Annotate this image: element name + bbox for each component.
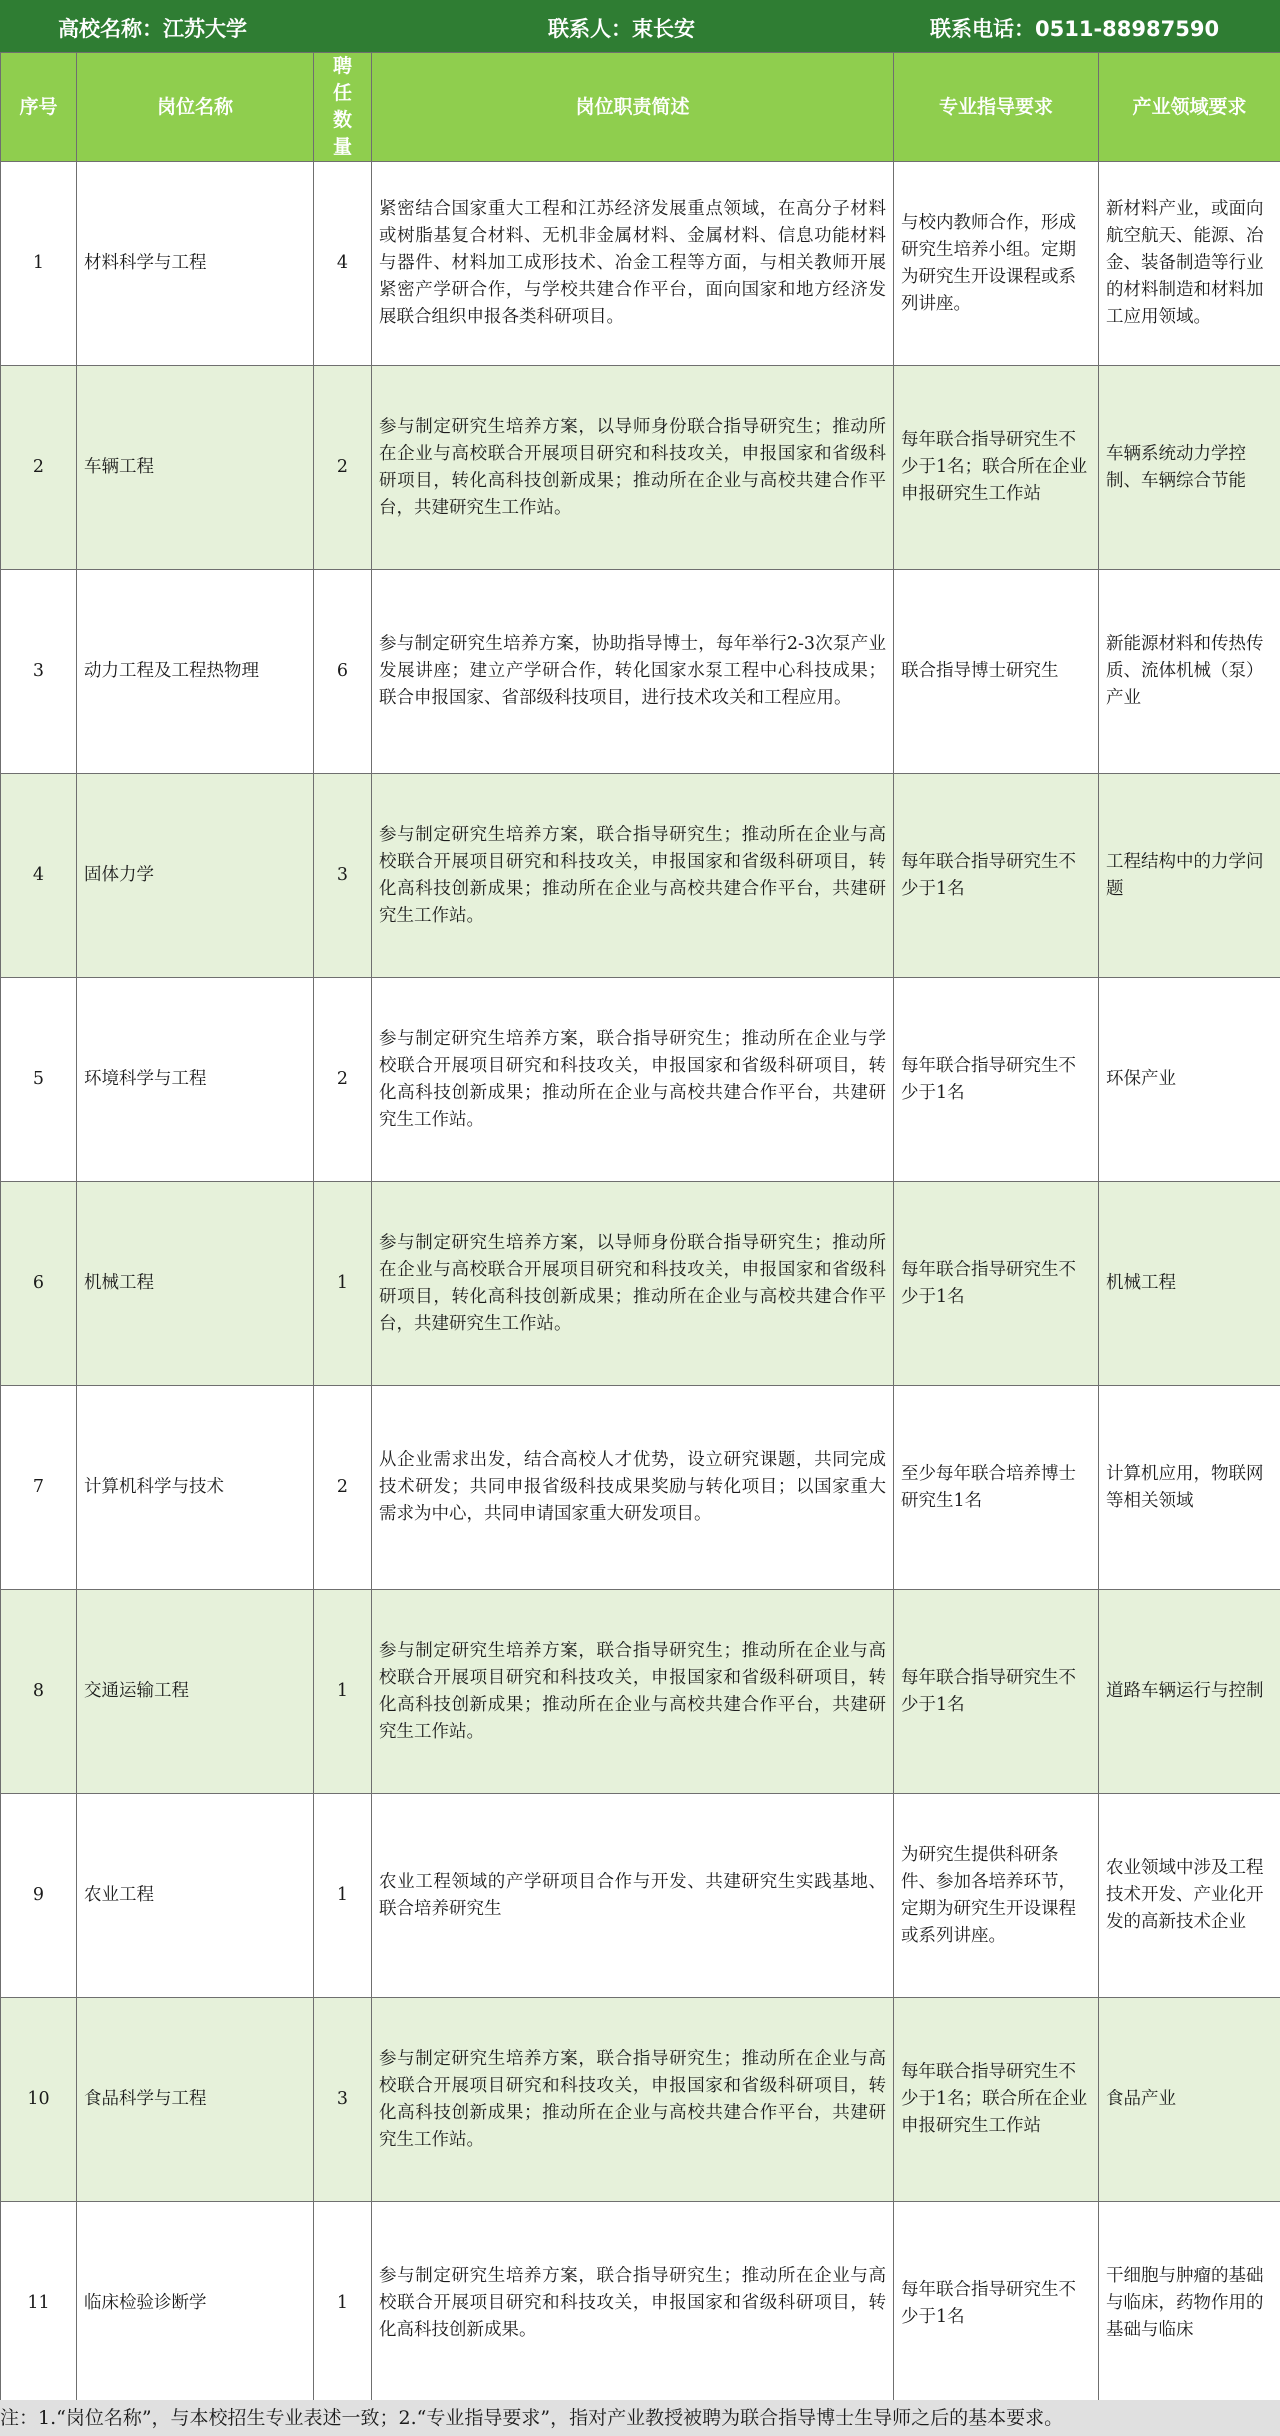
cell-duty: 参与制定研究生培养方案，联合指导研究生；推动所在企业与高校联合开展项目研究和科技攻关，申报国家和省级科研项目，转化高科技创新成果。 [372,2202,894,2406]
cell-duty: 参与制定研究生培养方案，以导师身份联合指导研究生；推动所在企业与高校联合开展项目研究和科技攻关，申报国家和省级科研项目，转化高科技创新成果；推动所在企业与高校共建合作平台，共建研究生工作站。 [372,366,894,570]
cell-position-name: 材料科学与工程 [77,162,314,366]
column-header-duty: 岗位职责简述 [372,53,894,162]
cell-industry: 新能源材料和传热传质、流体机械（泵）产业 [1099,570,1280,774]
cell-position-name: 动力工程及工程热物理 [77,570,314,774]
footnote: 注：1.“岗位名称”，与本校招生专业表述一致；2.“专业指导要求”，指对产业教授被聘为联合指导博士生导师之后的基本要求。 [0,2400,1280,2436]
cell-duty: 参与制定研究生培养方案，联合指导研究生；推动所在企业与高校联合开展项目研究和科技攻关，申报国家和省级科研项目，转化高科技创新成果；推动所在企业与高校共建合作平台，共建研究生工作站。 [372,774,894,978]
cell-position-name: 农业工程 [77,1794,314,1998]
cell-duty: 参与制定研究生培养方案，联合指导研究生；推动所在企业与学校联合开展项目研究和科技攻关，申报国家和省级科研项目，转化高科技创新成果；推动所在企业与高校共建合作平台，共建研究生工作站。 [372,978,894,1182]
column-header-no: 序号 [1,53,77,162]
cell-no: 1 [1,162,77,366]
cell-duty: 农业工程领域的产学研项目合作与开发、共建研究生实践基地、联合培养研究生 [372,1794,894,1998]
cell-duty: 从企业需求出发，结合高校人才优势，设立研究课题，共同完成技术研发；共同申报省级科技成果奖励与转化项目；以国家重大需求为中心，共同申请国家重大研发项目。 [372,1386,894,1590]
cell-position-name: 交通运输工程 [77,1590,314,1794]
cell-no: 5 [1,978,77,1182]
cell-industry: 车辆系统动力学控制、车辆综合节能 [1099,366,1280,570]
cell-guide: 每年联合指导研究生不少于1名 [894,2202,1099,2406]
cell-count: 1 [314,1590,372,1794]
cell-no: 11 [1,2202,77,2406]
cell-industry: 道路车辆运行与控制 [1099,1590,1280,1794]
cell-count: 2 [314,1386,372,1590]
cell-guide: 联合指导博士研究生 [894,570,1099,774]
cell-count: 4 [314,162,372,366]
column-header-industry: 产业领域要求 [1099,53,1280,162]
table-row [1,1590,1280,1794]
cell-guide: 每年联合指导研究生不少于1名；联合所在企业申报研究生工作站 [894,1998,1099,2202]
cell-position-name: 固体力学 [77,774,314,978]
cell-guide: 每年联合指导研究生不少于1名 [894,1182,1099,1386]
cell-industry: 新材料产业，或面向航空航天、能源、冶金、装备制造等行业的材料制造和材料加工应用领域。 [1099,162,1280,366]
cell-duty: 参与制定研究生培养方案，联合指导研究生；推动所在企业与高校联合开展项目研究和科技攻关，申报国家和省级科研项目，转化高科技创新成果；推动所在企业与高校共建合作平台，共建研究生工作站。 [372,1998,894,2202]
cell-count: 2 [314,978,372,1182]
cell-no: 2 [1,366,77,570]
cell-duty: 紧密结合国家重大工程和江苏经济发展重点领域，在高分子材料或树脂基复合材料、无机非金属材料、金属材料、信息功能材料与器件、材料加工成形技术、冶金工程等方面，与相关教师开展紧密产学研合作，与学校共建合作平台，面向国家和地方经济发展联合组织申报各类科研项目。 [372,162,894,366]
cell-industry: 机械工程 [1099,1182,1280,1386]
contact-person: 联系人：束长安 [548,17,695,41]
cell-industry: 农业领域中涉及工程技术开发、产业化开发的高新技术企业 [1099,1794,1280,1998]
cell-position-name: 食品科学与工程 [77,1998,314,2202]
cell-industry: 食品产业 [1099,1998,1280,2202]
cell-guide: 每年联合指导研究生不少于1名 [894,1590,1099,1794]
column-header-guide: 专业指导要求 [894,53,1099,162]
cell-count: 1 [314,2202,372,2406]
cell-duty: 参与制定研究生培养方案，以导师身份联合指导研究生；推动所在企业与高校联合开展项目研究和科技攻关，申报国家和省级科研项目，转化高科技创新成果；推动所在企业与高校共建合作平台，共建研究生工作站。 [372,1182,894,1386]
contact-phone: 联系电话：0511-88987590 [930,17,1220,41]
table-row [1,1182,1280,1386]
table-row [1,1998,1280,2202]
cell-no: 8 [1,1590,77,1794]
cell-no: 7 [1,1386,77,1590]
cell-no: 10 [1,1998,77,2202]
cell-guide: 每年联合指导研究生不少于1名 [894,978,1099,1182]
cell-count: 2 [314,366,372,570]
table-row [1,366,1280,570]
cell-duty: 参与制定研究生培养方案，协助指导博士，每年举行2-3次泵产业发展讲座；建立产学研合作，转化国家水泵工程中心科技成果；联合申报国家、省部级科技项目，进行技术攻关和工程应用。 [372,570,894,774]
table-row [1,1386,1280,1590]
column-header-position: 岗位名称 [77,53,314,162]
cell-position-name: 车辆工程 [77,366,314,570]
cell-position-name: 机械工程 [77,1182,314,1386]
table-row [1,2202,1280,2406]
cell-guide: 为研究生提供科研条件、参加各培养环节，定期为研究生开设课程或系列讲座。 [894,1794,1099,1998]
cell-industry: 工程结构中的力学问题 [1099,774,1280,978]
positions-table [0,52,1280,2406]
cell-position-name: 环境科学与工程 [77,978,314,1182]
table-row [1,570,1280,774]
cell-guide: 每年联合指导研究生不少于1名 [894,774,1099,978]
table-row [1,774,1280,978]
cell-no: 9 [1,1794,77,1998]
cell-count: 3 [314,1998,372,2202]
cell-industry: 环保产业 [1099,978,1280,1182]
cell-duty: 参与制定研究生培养方案，联合指导研究生；推动所在企业与高校联合开展项目研究和科技攻关，申报国家和省级科研项目，转化高科技创新成果；推动所在企业与高校共建合作平台，共建研究生工作站。 [372,1590,894,1794]
cell-count: 3 [314,774,372,978]
cell-guide: 每年联合指导研究生不少于1名；联合所在企业申报研究生工作站 [894,366,1099,570]
cell-no: 6 [1,1182,77,1386]
cell-guide: 至少每年联合培养博士研究生1名 [894,1386,1099,1590]
cell-count: 1 [314,1794,372,1998]
cell-no: 4 [1,774,77,978]
table-header-row [1,53,1280,162]
table-row [1,162,1280,366]
cell-position-name: 计算机科学与技术 [77,1386,314,1590]
cell-count: 6 [314,570,372,774]
school-name: 高校名称：江苏大学 [58,17,247,41]
cell-position-name: 临床检验诊断学 [77,2202,314,2406]
table-row [1,1794,1280,1998]
column-header-count: 聘任数量 [314,53,372,162]
cell-count: 1 [314,1182,372,1386]
header-bar [0,0,1280,52]
table-row [1,978,1280,1182]
cell-industry: 干细胞与肿瘤的基础与临床，药物作用的基础与临床 [1099,2202,1280,2406]
cell-no: 3 [1,570,77,774]
cell-guide: 与校内教师合作，形成研究生培养小组。定期为研究生开设课程或系列讲座。 [894,162,1099,366]
cell-industry: 计算机应用，物联网等相关领域 [1099,1386,1280,1590]
